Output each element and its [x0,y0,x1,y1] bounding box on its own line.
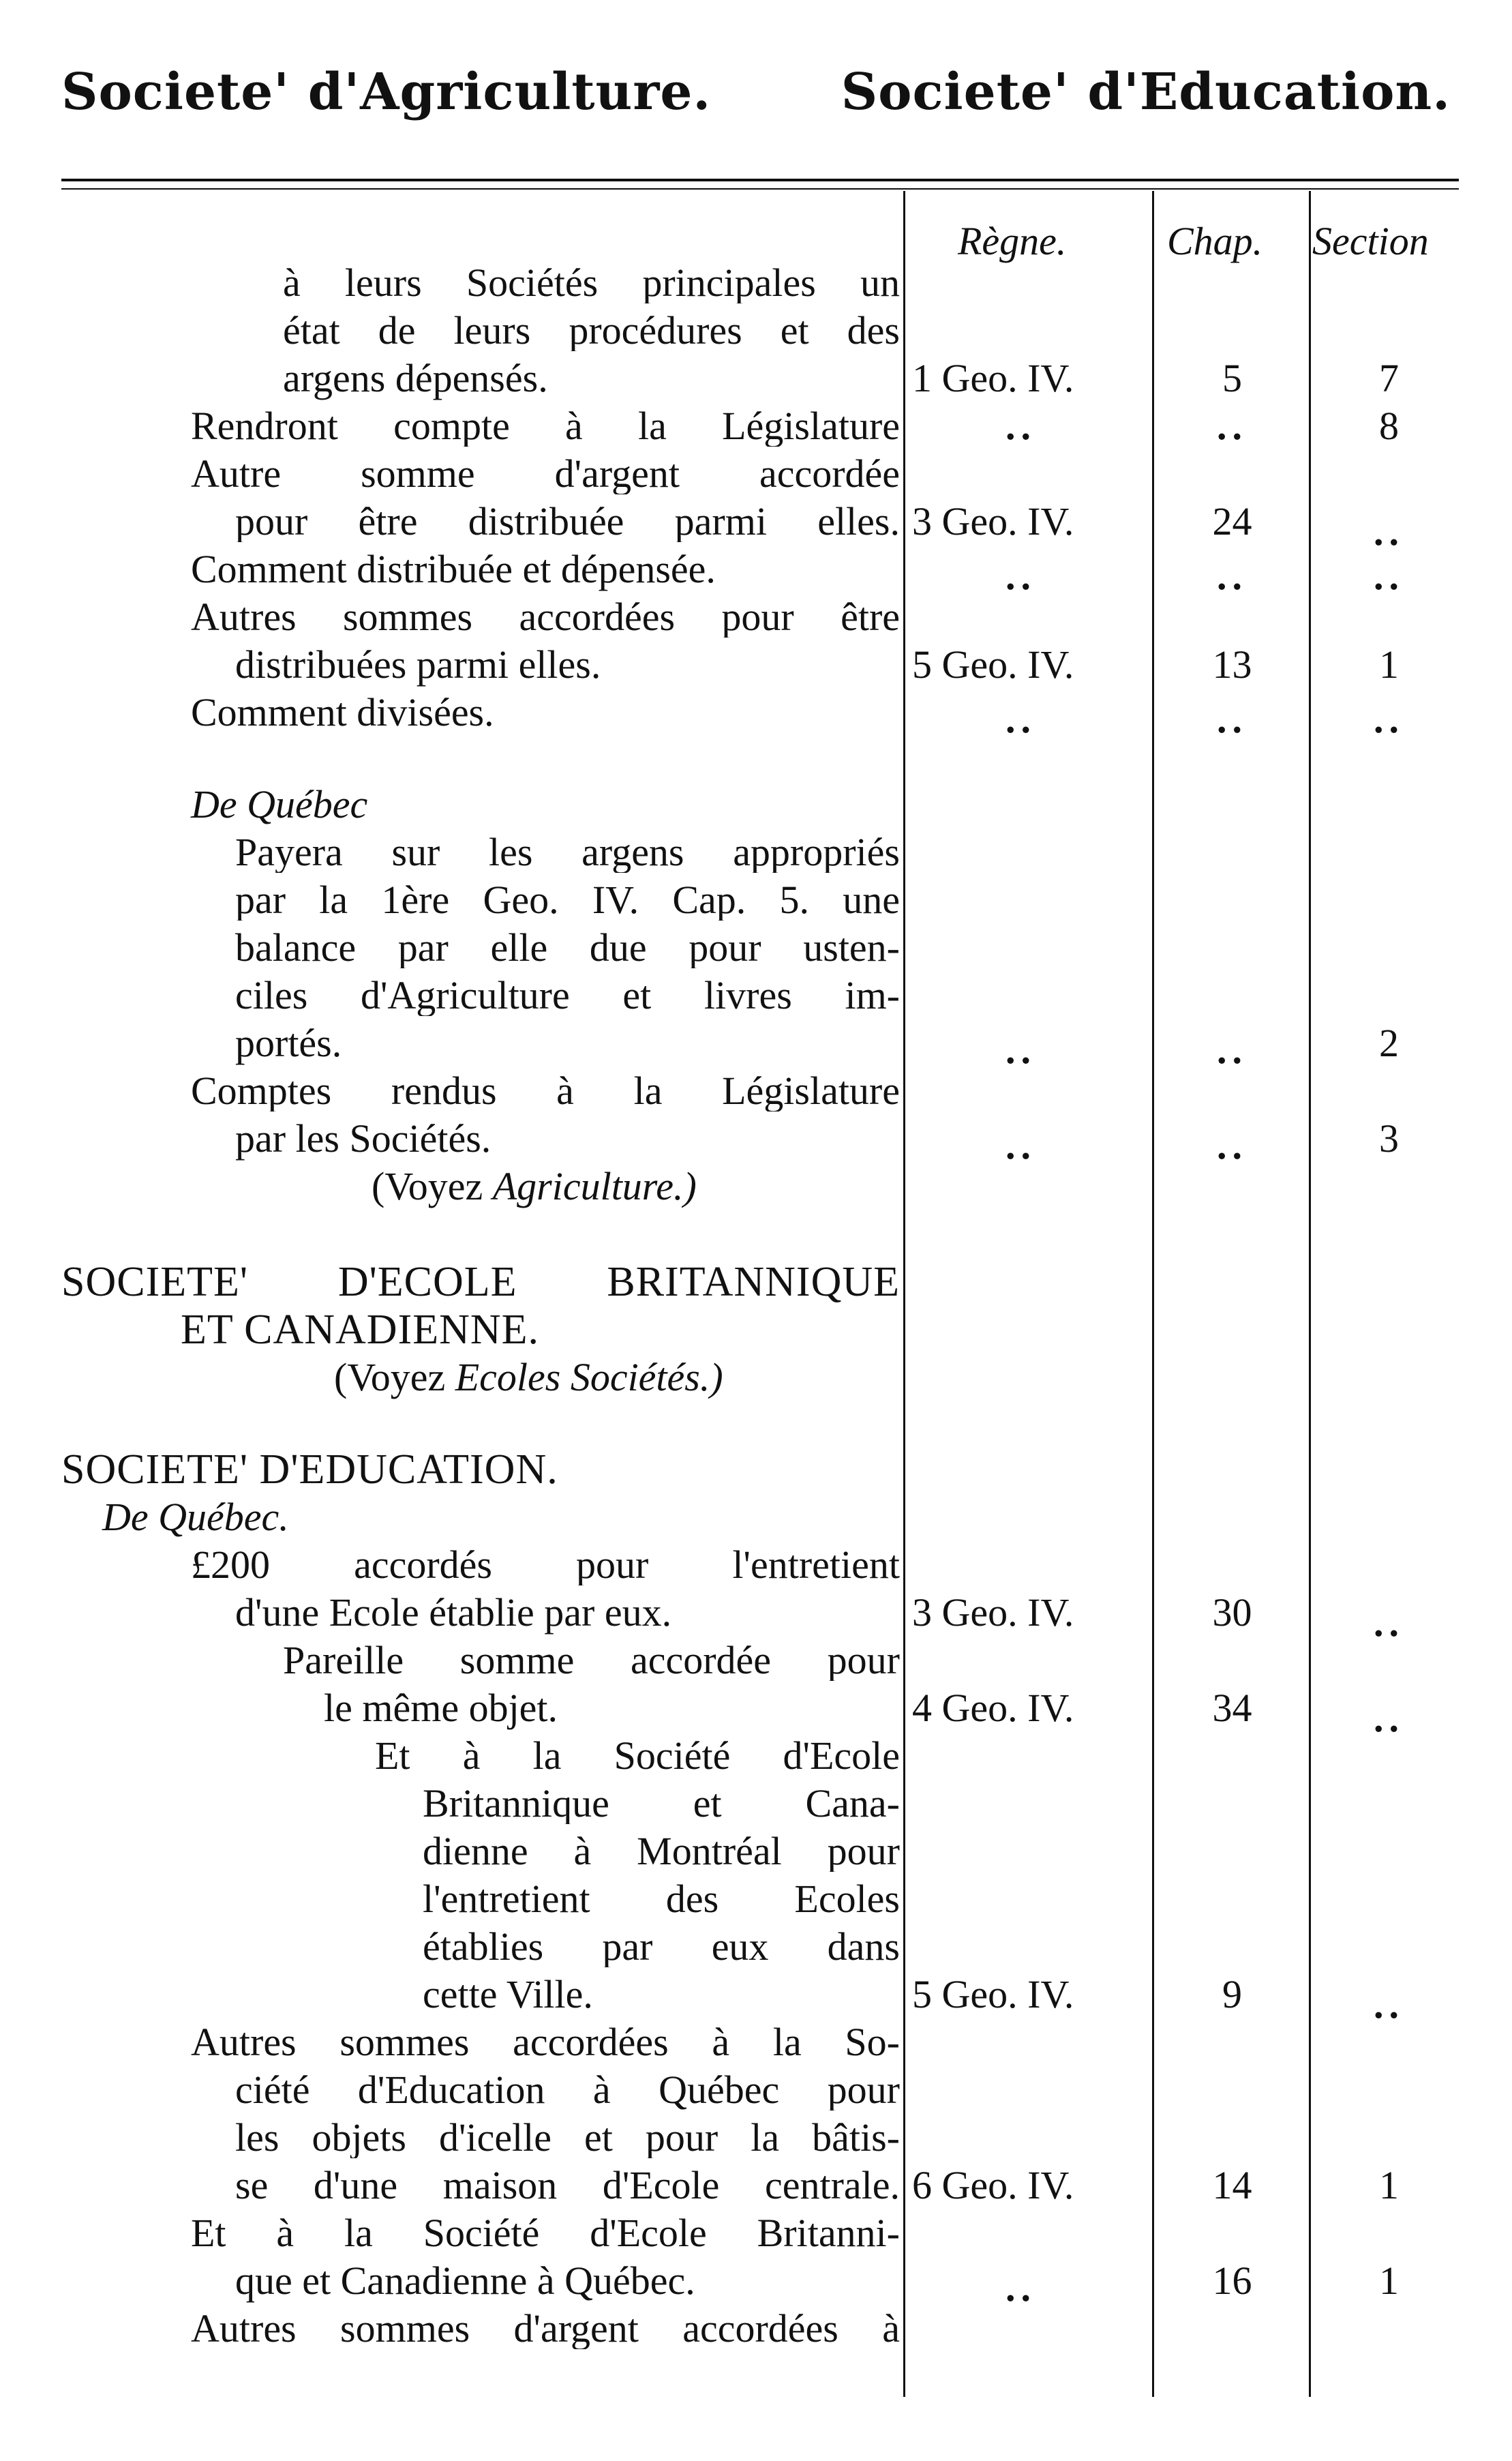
index-line: que et Canadienne à Québec. [235,2258,695,2303]
index-entry: Comptes rendus à la Législature [191,1071,900,1112]
header-rule-thick [61,179,1459,181]
ref-section: .. [1374,1600,1404,1645]
ref-regne: 1 Geo. IV. [912,356,1074,400]
cross-reference-prefix: (Voyez [334,1355,446,1399]
index-entry: Payera sur les argens appropriés [235,832,900,873]
index-entry: Autre somme d'argent accordée [191,453,900,494]
index-line: établies par eux dans [423,1926,900,1967]
index-entry: Comment distribuée et dépensée. [191,547,716,591]
column-heading-regne: Règne. [958,219,1067,263]
index-line: pour être distribuée parmi elles. [235,501,900,542]
ref-section: 8 [1379,404,1399,448]
ref-chap: 24 [1212,499,1252,543]
ref-regne: .. [1006,2265,1036,2310]
ref-section: .. [1374,509,1404,554]
index-line: argens dépensés. [283,356,548,400]
index-entry: Pareille somme accordée pour [283,1640,900,1681]
ref-chap: 34 [1212,1686,1252,1730]
index-line: cette Ville. [423,1972,593,2016]
index-entry: Rendront compte à la Législature [191,406,900,447]
index-line: état de leurs procédures et des [283,310,900,351]
ref-section: .. [1374,554,1404,598]
index-line: par les Sociétés. [235,1116,492,1161]
ref-section: .. [1374,1982,1404,2027]
cross-reference-line [372,1166,697,1207]
index-line: Britannique et Cana- [423,1783,900,1824]
section-heading-continued: ET CANADIENNE. [181,1307,540,1353]
index-line: l'entretient des Ecoles [423,1879,900,1920]
ref-section: 7 [1379,356,1399,400]
ref-chap: .. [1217,1028,1248,1072]
ref-chap: 16 [1212,2258,1252,2303]
section-heading-ecole-britannique: SOCIETE' D'ECOLE BRITANNIQUE [61,1262,900,1302]
running-header-left: Societe' d'Agriculture. [61,63,712,121]
cross-reference-prefix: (Voyez [372,1164,483,1208]
ref-chap: 9 [1222,1972,1242,2016]
index-entry: Et à la Société d'Ecole [375,1735,900,1776]
index-line: d'une Ecole établie par eux. [235,1590,672,1635]
ref-chap: 14 [1212,2163,1252,2207]
ref-regne: .. [1006,404,1036,448]
column-divider-text [903,191,905,2397]
column-divider-chap [1309,191,1311,2397]
ref-chap: .. [1217,404,1248,448]
header-rule-thin [61,188,1459,190]
ref-section: 2 [1379,1021,1399,1065]
ref-section: 1 [1379,642,1399,687]
running-header-right: Societe' d'Education. [841,63,1451,121]
ref-regne: .. [1006,1123,1036,1167]
subheading-de-quebec: De Québec. [102,1495,289,1539]
index-line: dienne à Montréal pour [423,1831,900,1872]
ref-section: 1 [1379,2163,1399,2207]
ref-regne: 3 Geo. IV. [912,499,1074,543]
index-entry: Autres sommes accordées à la So- [191,2022,900,2063]
ref-chap: 5 [1222,356,1242,400]
index-entry: Et à la Société d'Ecole Britanni- [191,2213,900,2254]
index-line: portés. [235,1021,342,1065]
ref-regne: .. [1006,1028,1036,1072]
cross-reference-line [334,1357,723,1398]
ref-regne: 5 Geo. IV. [912,1972,1074,2016]
ref-section: 3 [1379,1116,1399,1161]
ref-regne: 6 Geo. IV. [912,2163,1074,2207]
index-line: les objets d'icelle et pour la bâtis- [235,2117,900,2158]
index-entry: Autres sommes accordées pour être [191,597,900,638]
index-entry: Comment divisées. [191,690,494,734]
index-entry: Autres sommes d'argent accordées à [191,2308,900,2349]
ref-chap: .. [1217,554,1248,598]
ref-chap: 30 [1212,1590,1252,1635]
index-line: ciles d'Agriculture et livres im- [235,975,900,1016]
column-heading-section: Section [1312,219,1429,263]
ref-regne: .. [1006,554,1036,598]
ref-regne: 3 Geo. IV. [912,1590,1074,1635]
ref-regne: .. [1006,697,1036,741]
ref-chap: .. [1217,697,1248,741]
index-line: balance par elle due pour usten- [235,927,900,968]
ref-section: .. [1374,697,1404,741]
index-line: distribuées parmi elles. [235,642,601,687]
ref-regne: 4 Geo. IV. [912,1686,1074,1730]
index-line: à leurs Sociétés principales un [283,263,900,303]
ref-chap: 13 [1212,642,1252,687]
ref-section: .. [1374,1696,1404,1740]
index-line: ciété d'Education à Québec pour [235,2070,900,2111]
cross-reference-target: Agriculture.) [492,1164,697,1208]
ref-chap: .. [1217,1123,1248,1167]
column-divider-regne [1152,191,1154,2397]
index-line: par la 1ère Geo. IV. Cap. 5. une [235,880,900,921]
ref-section: 1 [1379,2258,1399,2303]
cross-reference-target: Ecoles Sociétés.) [455,1355,723,1399]
column-heading-chap: Chap. [1167,219,1263,263]
index-entry: £200 accordés pour l'entretient [191,1545,900,1585]
ref-regne: 5 Geo. IV. [912,642,1074,687]
index-line: se d'une maison d'Ecole centrale. [235,2165,900,2206]
index-line: le même objet. [324,1686,558,1730]
subheading-de-quebec: De Québec [191,782,368,826]
section-heading-education: SOCIETE' D'EDUCATION. [61,1446,558,1493]
